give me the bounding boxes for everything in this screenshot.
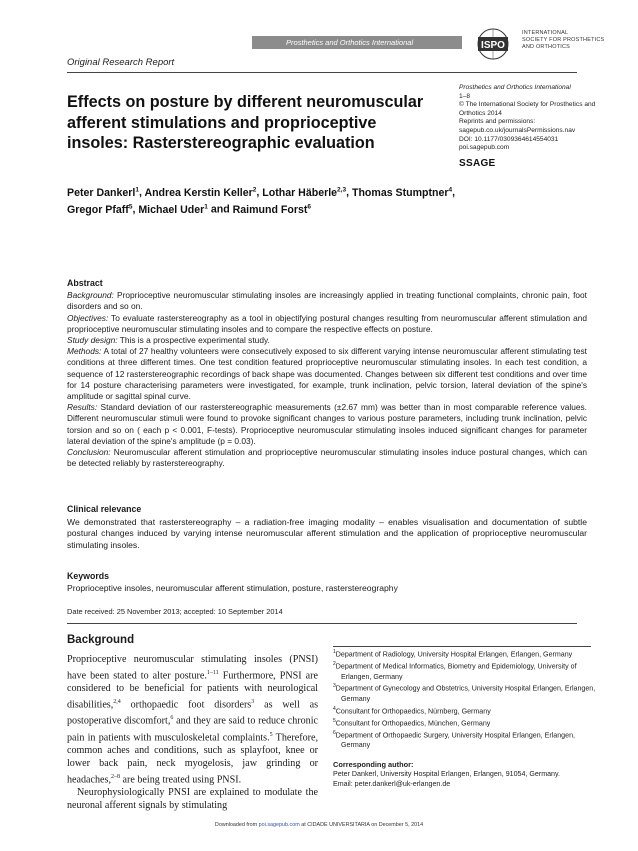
affiliation-number: 1 bbox=[333, 649, 336, 655]
affiliation-text: Department of Orthopaedic Surgery, University Hospital Erlangen, Erlangen, Germany bbox=[335, 731, 575, 750]
author bbox=[144, 187, 256, 199]
abstract-text: This is a prospective experimental study. bbox=[117, 335, 270, 346]
author-name: Gregor Pfaff bbox=[67, 203, 129, 216]
author-affiliation-ref: 6 bbox=[307, 203, 311, 211]
author-separator: , bbox=[346, 186, 352, 199]
citation-ref: 3 bbox=[251, 699, 255, 706]
affiliation-item bbox=[333, 682, 598, 704]
affiliation-item bbox=[333, 729, 598, 751]
abstract-section bbox=[67, 290, 587, 312]
section-divider bbox=[67, 623, 577, 624]
affiliation-item bbox=[333, 660, 598, 682]
abstract-label: Background: bbox=[67, 290, 114, 301]
affiliation-text: Consultant for Orthopaedics, Nürnberg, Germany bbox=[335, 706, 491, 715]
abstract-text: A total of 27 healthy volunteers were consecutively exposed to six different varying intense neuromuscular afferent stimulating test conditions at three different times. One test condition featured proprioceptive neuromuscular stimulating insoles. In each test condition, a sequence of 12 rasterstereographic recordings of back shape was documented. Changes between six different test conditions and over time for 14 posture characterising parameters were investigated, for example, trunk inclination, pelvic torsion, lateral deviation of the spine's amplitude or sagittal spinal curve. bbox=[67, 346, 587, 402]
journal-site-link[interactable]: poi.sagepub.com bbox=[459, 144, 510, 152]
author-name: Lothar Häberle bbox=[262, 186, 338, 199]
affiliation-item bbox=[333, 648, 598, 660]
abstract-label: Study design: bbox=[67, 335, 118, 346]
author bbox=[67, 204, 132, 216]
author-name: Michael Uder bbox=[138, 203, 205, 216]
author-affiliation-ref: 2,3 bbox=[337, 186, 347, 193]
affiliations bbox=[333, 648, 598, 751]
author-affiliation-ref: 1 bbox=[204, 203, 208, 211]
author-name: Thomas Stumptner bbox=[351, 186, 449, 199]
affiliation-item bbox=[333, 717, 598, 729]
affiliation-number: 6 bbox=[333, 730, 336, 737]
ispo-org-line: AND ORTHOTICS bbox=[522, 44, 571, 50]
abstract-section bbox=[67, 346, 587, 402]
download-footer bbox=[0, 822, 638, 828]
footer-link[interactable]: poi.sagepub.com bbox=[258, 822, 300, 828]
citation-ref: 2,4 bbox=[113, 699, 121, 706]
affiliation-number: 4 bbox=[333, 705, 336, 712]
affiliations-divider bbox=[333, 646, 591, 647]
abstract-section bbox=[67, 313, 587, 335]
abstract-text: Standard deviation of our rasterstereographic measurements (±2.67 mm) was better than in most comparable reference values. Different neuromuscular stimuli were found to provoke significant changes to various posture parameters, including trunk inclination, pelvic torsion and so on ( each p < 0.001, F-tests). Proprioceptive neuromuscular stimulating insoles induced significant changes for parameter lateral deviation of the spine's amplitude (p = 0.03). bbox=[67, 402, 587, 446]
affiliation-text: Consultant for Orthopaedics, München, Germany bbox=[335, 719, 491, 728]
author-name: Peter Dankerl bbox=[67, 186, 136, 199]
affiliation-text: Department of Medical Informatics, Biometry and Epidemiology, University of Erlangen, Germany bbox=[335, 662, 577, 681]
author-list bbox=[67, 183, 487, 217]
footer-text: at CIDADE UNIVERSITARIA on December 5, 2014 bbox=[299, 822, 424, 828]
affiliation-number: 5 bbox=[333, 717, 336, 724]
abstract-label: Conclusion: bbox=[67, 447, 111, 458]
background-paragraph: Neurophysiologically PNSI are explained to modulate the neuronal afferent signals by stimulating bbox=[67, 786, 318, 811]
corresponding-author bbox=[333, 760, 608, 790]
journal-name: Prosthetics and Orthotics International bbox=[459, 84, 571, 91]
author-name: Raimund Forst bbox=[232, 203, 308, 216]
abstract-section bbox=[67, 402, 587, 447]
citation-ref: 5 bbox=[269, 731, 273, 738]
sage-logo: SSAGE bbox=[459, 158, 496, 169]
background-paragraph: Proprioceptive neuromuscular stimulating insoles (PNSI) have been stated to alter posture.$^{1-11}$ Furthermore, PNSI are considered to be beneficial for patients with neurological disabilities,$^{2,4}$ orthopaedic foot disorders$^3$ as well as postoperative discomfort,$^6$ and they are said to reduce chronic pain in patients with musculoskeletal complaints.$^5$ Therefore, common aches and conditions, such as splayfoot, knee or lower back pain, neck myogelosis, jaw grinding or headaches,$^{2-8}$ are being treated using PNSI. bbox=[67, 654, 319, 786]
author bbox=[262, 187, 346, 199]
reprints-link[interactable]: sagepub.co.uk/journalsPermissions.nav bbox=[459, 126, 576, 134]
abstract bbox=[67, 278, 587, 469]
dates-received-accepted: Date received: 25 November 2013; accepted: 10 September 2014 bbox=[67, 607, 283, 616]
affiliation-text: Department of Radiology, University Hospital Erlangen, Erlangen, Germany bbox=[335, 650, 573, 659]
ispo-logo-text: ISPO bbox=[481, 40, 505, 51]
page-range: 1–8 bbox=[459, 92, 471, 100]
article-type: Original Research Report bbox=[67, 57, 175, 68]
ispo-org-name bbox=[522, 30, 622, 51]
abstract-label: Objectives: bbox=[67, 312, 109, 323]
author-separator: , bbox=[256, 186, 263, 199]
author-separator: , bbox=[452, 186, 456, 199]
author-name: Andrea Kerstin Keller bbox=[144, 186, 253, 199]
author-separator: and bbox=[207, 203, 233, 216]
author-affiliation-ref: 5 bbox=[128, 203, 133, 211]
abstract-text: To evaluate rasterstereography as a tool in objectifying postural changes resulting from neuromuscular afferent stimulation and proprioceptive neuromuscular stimulating insoles and to compare the respective effects on posture. bbox=[67, 312, 587, 334]
affiliation-number: 2 bbox=[333, 661, 336, 668]
author bbox=[352, 187, 452, 199]
footer-text: Downloaded from bbox=[214, 822, 259, 828]
author-affiliation-ref: 4 bbox=[448, 186, 453, 193]
copyright: © The International Society for Prosthetics and Orthotics 2014 bbox=[459, 101, 596, 117]
keywords bbox=[67, 571, 587, 594]
author bbox=[233, 204, 311, 216]
affiliation-number: 3 bbox=[333, 683, 336, 690]
clinical-relevance-heading: Clinical relevance bbox=[67, 504, 142, 514]
author-separator: , bbox=[132, 203, 139, 216]
corresponding-author-email[interactable]: Email: peter.dankerl@uk-erlangen.de bbox=[333, 779, 451, 788]
abstract-label: Results: bbox=[67, 402, 98, 413]
citation-ref: 1–11 bbox=[206, 669, 219, 676]
abstract-heading: Abstract bbox=[67, 278, 103, 288]
citation-ref: 6 bbox=[170, 715, 174, 722]
author bbox=[138, 204, 208, 216]
abstract-text: Neuromuscular afferent stimulation and proprioceptive neuromuscular stimulating insoles induce postural changes, which can be detected reliably by rasterstereography. bbox=[67, 447, 587, 469]
affiliation-item bbox=[333, 705, 598, 717]
journal-meta bbox=[459, 84, 609, 153]
ispo-org-line: SOCIETY FOR PROSTHETICS bbox=[522, 37, 605, 43]
affiliation-text: Department of Gynecology and Obstetrics, University Hospital Erlangen, Erlangen, Germany bbox=[335, 684, 596, 703]
author bbox=[67, 187, 139, 199]
author-affiliation-ref: 2 bbox=[252, 186, 257, 193]
keywords-heading: Keywords bbox=[67, 571, 110, 581]
author-separator: , bbox=[138, 186, 145, 199]
ispo-logo bbox=[468, 28, 518, 60]
abstract-label: Methods: bbox=[67, 346, 102, 357]
clinical-relevance-text: We demonstrated that rasterstereography – a radiation-free imaging modality – enables visualisation and documentation of subtle postural changes induced by varying intense neuromuscular afferent stimulation and the application of proprioceptive neuromuscular stimulating insoles. bbox=[67, 516, 587, 550]
clinical-relevance bbox=[67, 504, 587, 551]
author-affiliation-ref: 1 bbox=[135, 186, 139, 193]
background-heading: Background bbox=[67, 634, 135, 646]
header-divider bbox=[67, 72, 577, 73]
abstract-text: Proprioceptive neuromuscular stimulating insoles are increasingly applied in treating functional complaints, chronic pain, foot disorders and so on. bbox=[67, 290, 587, 312]
journal-banner bbox=[252, 36, 462, 49]
article-title: Effects on posture by different neuromuscular afferent stimulations and proprioceptive insoles: Rasterstereographic evaluation bbox=[67, 93, 424, 152]
abstract-section bbox=[67, 335, 587, 346]
doi[interactable]: DOI: 10.1177/0309364614554031 bbox=[459, 135, 559, 143]
ispo-org-line: INTERNATIONAL bbox=[522, 30, 569, 36]
citation-ref: 2–8 bbox=[111, 773, 120, 780]
keywords-text: Proprioceptive insoles, neuromuscular afferent stimulation, posture, rasterstereography bbox=[67, 582, 398, 593]
background-body bbox=[67, 654, 318, 813]
corresponding-author-address: Peter Dankerl, University Hospital Erlangen, Erlangen, 91054, Germany. bbox=[333, 769, 560, 778]
journal-banner-text: Prosthetics and Orthotics International bbox=[286, 38, 414, 47]
reprints: Reprints and permissions: bbox=[459, 118, 536, 126]
corresponding-author-heading: Corresponding author: bbox=[333, 760, 414, 769]
abstract-section bbox=[67, 447, 587, 469]
